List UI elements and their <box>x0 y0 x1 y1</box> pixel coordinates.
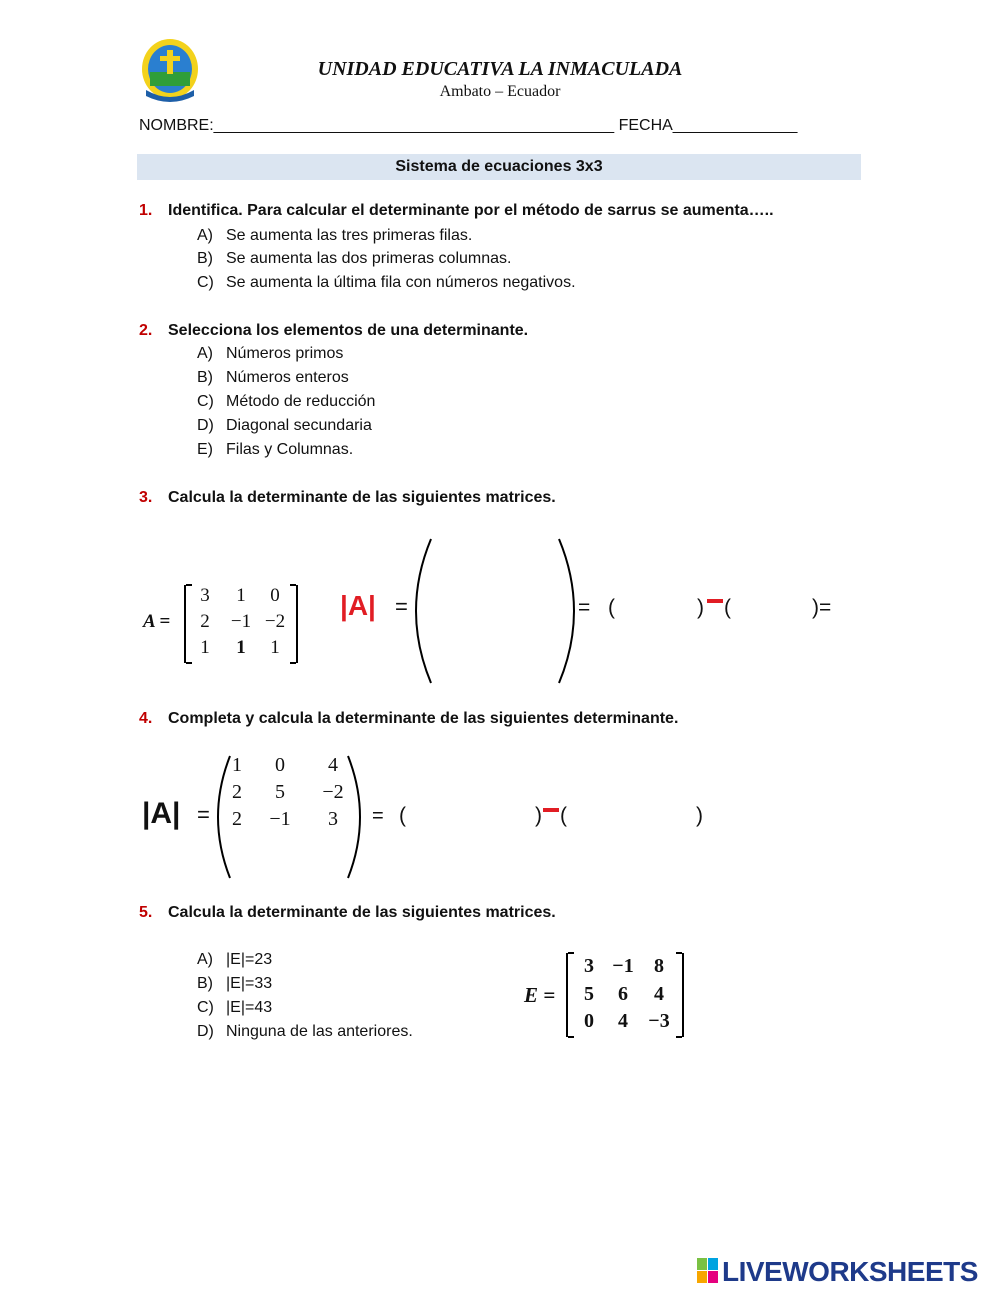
matrix-a-label: A = <box>143 611 171 632</box>
question-number: 1. <box>139 202 153 219</box>
close-paren: ) <box>696 804 703 827</box>
matrix-cell: −1 <box>230 611 252 632</box>
option-text: Diagonal secundaria <box>226 417 372 434</box>
matrix-cell: 4 <box>328 754 338 776</box>
liveworksheets-logo-icon <box>697 1258 719 1284</box>
matrix-cell: 3 <box>584 955 594 977</box>
equals-sign: = <box>372 805 384 827</box>
question-3 <box>139 489 556 507</box>
q1-option-b[interactable] <box>197 250 511 268</box>
option-letter: D) <box>197 1023 214 1040</box>
matrix-cell: 1 <box>270 637 280 658</box>
q2-option-d[interactable] <box>197 417 372 435</box>
date-field[interactable]: ______________ <box>672 117 798 134</box>
q5-option-b[interactable] <box>197 975 272 993</box>
option-letter: B) <box>197 369 213 386</box>
open-paren: ( <box>724 596 731 619</box>
option-text: Se aumenta las tres primeras filas. <box>226 227 473 244</box>
minus-sign-icon <box>707 599 723 603</box>
matrix-cell: 1 <box>236 637 246 658</box>
option-text: Números enteros <box>226 369 349 386</box>
option-letter: C) <box>197 274 214 291</box>
option-text: Se aumenta la última fila con números negativos. <box>226 274 576 291</box>
q2-option-b[interactable] <box>197 369 349 387</box>
question-5 <box>139 904 556 922</box>
name-date-row <box>139 117 797 135</box>
question-number: 3. <box>139 489 153 506</box>
option-letter: B) <box>197 250 213 267</box>
option-letter: A) <box>197 345 213 362</box>
name-field[interactable]: _____________________________________________ <box>213 117 615 134</box>
option-letter: C) <box>197 999 214 1016</box>
question-1 <box>139 202 774 220</box>
matrix-e-label: E = <box>524 983 556 1007</box>
option-text: |E|=23 <box>226 951 273 968</box>
close-paren: ) <box>535 804 542 827</box>
question-text: Calcula la determinante de las siguientes matrices. <box>168 489 556 506</box>
option-text: Se aumenta las dos primeras columnas. <box>226 250 512 267</box>
matrix-cell: 6 <box>618 983 628 1005</box>
matrix-cell: 3 <box>328 808 338 830</box>
date-label: FECHA <box>618 117 673 134</box>
matrix-cell: 0 <box>584 1010 594 1032</box>
question-text: Calcula la determinante de las siguientes matrices. <box>168 904 556 921</box>
question-number: 4. <box>139 710 153 727</box>
question-2 <box>139 322 528 340</box>
matrix-cell: 2 <box>200 611 210 632</box>
matrix-cell: 4 <box>654 983 664 1005</box>
option-text: Método de reducción <box>226 393 376 410</box>
question-4 <box>139 710 678 728</box>
equals-sign: = <box>578 596 591 619</box>
matrix-cell: 8 <box>654 955 664 977</box>
matrix-cell: 5 <box>584 983 594 1005</box>
matrix-cell: −2 <box>264 611 286 632</box>
matrix-cell: −1 <box>612 955 634 977</box>
q2-option-e[interactable] <box>197 441 353 459</box>
matrix-cell: −3 <box>648 1010 670 1032</box>
equals-sign: = <box>197 802 210 827</box>
worksheet-title: Sistema de ecuaciones 3x3 <box>137 154 861 180</box>
matrix-cell: 1 <box>232 754 242 776</box>
school-name: UNIDAD EDUCATIVA LA INMACULADA <box>317 58 683 80</box>
matrix-cell: 0 <box>270 585 280 606</box>
option-letter: A) <box>197 227 213 244</box>
question-number: 2. <box>139 322 153 339</box>
school-location: Ambato – Ecuador <box>439 83 561 100</box>
option-letter: D) <box>197 417 214 434</box>
q5-option-a[interactable] <box>197 951 272 969</box>
option-text: |E|=33 <box>226 975 273 992</box>
open-paren: ( <box>608 596 615 619</box>
equals-sign: = <box>395 594 408 619</box>
matrix-cell: 3 <box>200 585 210 606</box>
question-text: Identifica. Para calcular el determinante por el método de sarrus se aumenta….. <box>168 202 774 219</box>
matrix-cell: 0 <box>275 754 285 776</box>
q2-option-a[interactable] <box>197 345 343 363</box>
matrix-cell: 4 <box>618 1010 628 1032</box>
option-text: |E|=43 <box>226 999 273 1016</box>
matrix-cell: 1 <box>236 585 246 606</box>
matrix-cell: 1 <box>200 637 210 658</box>
matrix-cell: 2 <box>232 808 242 830</box>
question-text: Selecciona los elementos de una determinante. <box>168 322 529 339</box>
option-letter: C) <box>197 393 214 410</box>
option-text: Ninguna de las anteriores. <box>226 1023 413 1040</box>
determinant-a-label: |A| <box>142 797 181 830</box>
matrix-e <box>566 953 684 1037</box>
matrix-cell: −1 <box>269 808 291 830</box>
option-text: Números primos <box>226 345 344 362</box>
liveworksheets-brand: LIVEWORKSHEETS <box>722 1256 978 1287</box>
minus-sign-icon <box>543 808 559 812</box>
matrix-cell: 5 <box>275 781 285 803</box>
open-paren: ( <box>399 804 406 827</box>
determinant-a-label: |A| <box>340 590 376 621</box>
large-parentheses <box>407 535 587 687</box>
option-letter: A) <box>197 951 213 968</box>
question-number: 5. <box>139 904 153 921</box>
close-paren: ) <box>697 596 704 619</box>
q1-option-c[interactable] <box>197 274 576 292</box>
close-paren-equals: )= <box>812 596 832 619</box>
q5-option-d[interactable] <box>197 1023 413 1041</box>
name-label: NOMBRE: <box>139 117 214 134</box>
matrix-cell: −2 <box>322 781 344 803</box>
option-text: Filas y Columnas. <box>226 441 354 458</box>
matrix-cell: 2 <box>232 781 242 803</box>
option-letter: E) <box>197 441 213 458</box>
q2-option-c[interactable] <box>197 393 375 411</box>
open-paren: ( <box>560 804 567 827</box>
q5-option-c[interactable] <box>197 999 272 1017</box>
option-letter: B) <box>197 975 213 992</box>
q1-option-a[interactable] <box>197 227 472 245</box>
question-text: Completa y calcula la determinante de las siguientes determinante. <box>168 710 679 727</box>
matrix-a <box>184 585 298 663</box>
